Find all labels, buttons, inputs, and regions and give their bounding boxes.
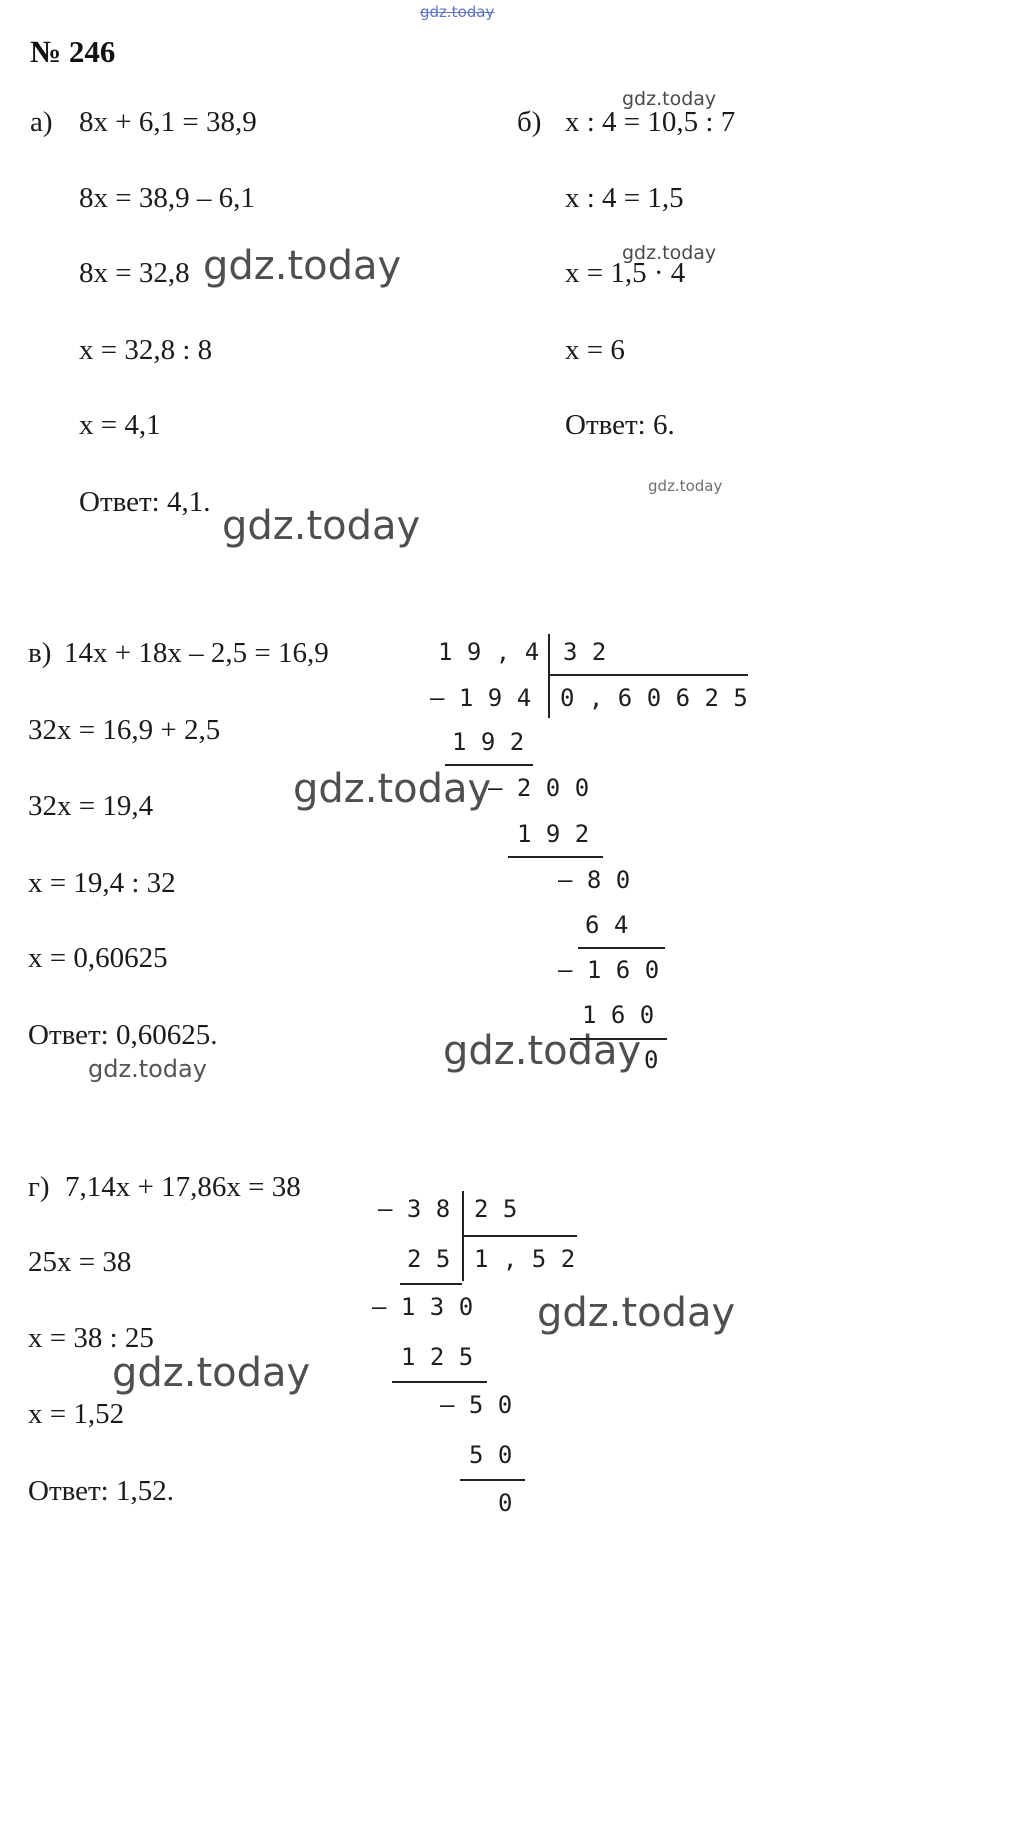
division-row: – 1 3 0 bbox=[372, 1293, 474, 1321]
part-b-step: х : 4 = 1,5 bbox=[565, 182, 684, 214]
division-row: 1 6 0 bbox=[582, 1001, 655, 1029]
part-g-step: 25х = 38 bbox=[28, 1246, 132, 1278]
part-v-label: в) bbox=[28, 637, 52, 669]
division-quotient: 0 , 6 0 6 2 5 bbox=[560, 684, 748, 712]
division-rule bbox=[460, 1479, 525, 1481]
watermark: gdz.today bbox=[88, 1055, 207, 1083]
part-a-step: х = 32,8 : 8 bbox=[79, 334, 213, 366]
part-v-step: х = 19,4 : 32 bbox=[28, 867, 176, 899]
division-row: 0 bbox=[644, 1046, 659, 1074]
part-g-answer: Ответ: 1,52. bbox=[28, 1475, 174, 1507]
part-g-label: г) bbox=[28, 1171, 50, 1203]
watermark: gdz.today bbox=[537, 1290, 736, 1336]
watermark: gdz.today bbox=[443, 1028, 642, 1074]
part-g-equation: 7,14х + 17,86х = 38 bbox=[65, 1171, 301, 1203]
part-a-label: а) bbox=[30, 106, 53, 138]
watermark: gdz.today bbox=[112, 1350, 311, 1396]
division-rule bbox=[392, 1381, 487, 1383]
division-dividend: – 3 8 bbox=[378, 1195, 451, 1223]
problem-number: № 246 bbox=[30, 34, 116, 69]
part-b-answer: Ответ: 6. bbox=[565, 409, 675, 441]
watermark: gdz.today bbox=[648, 477, 723, 495]
division-row: – 1 6 0 bbox=[558, 956, 660, 984]
part-v-answer: Ответ: 0,60625. bbox=[28, 1019, 218, 1051]
part-b-equation: х : 4 = 10,5 : 7 bbox=[565, 106, 736, 138]
watermark: gdz.today bbox=[203, 243, 402, 289]
long-division-v bbox=[430, 630, 770, 1085]
division-rule bbox=[570, 1038, 667, 1040]
part-g-step: х = 38 : 25 bbox=[28, 1322, 154, 1354]
division-row: 1 2 5 bbox=[401, 1343, 474, 1371]
division-row: 2 5 bbox=[407, 1245, 451, 1273]
division-divisor: 2 5 bbox=[474, 1195, 518, 1223]
division-divisor: 3 2 bbox=[563, 638, 607, 666]
part-b-step: х = 6 bbox=[565, 334, 625, 366]
part-v-step: х = 0,60625 bbox=[28, 942, 168, 974]
division-quotient-line bbox=[548, 674, 748, 676]
part-v-equation: 14х + 18х – 2,5 = 16,9 bbox=[64, 637, 329, 669]
part-a-step: 8х = 38,9 – 6,1 bbox=[79, 182, 255, 214]
division-row: 6 4 bbox=[585, 911, 629, 939]
division-rule bbox=[578, 947, 665, 949]
division-row: – 5 0 bbox=[440, 1391, 513, 1419]
division-row: 5 0 bbox=[469, 1441, 513, 1469]
division-row: 1 9 2 bbox=[452, 728, 525, 756]
long-division-g bbox=[370, 1185, 600, 1530]
division-rule bbox=[445, 764, 533, 766]
division-rule bbox=[508, 856, 603, 858]
division-bar-icon bbox=[548, 634, 550, 718]
part-b-label: б) bbox=[517, 106, 542, 138]
watermark: gdz.today bbox=[293, 766, 492, 812]
division-quotient-line bbox=[462, 1235, 577, 1237]
watermark: gdz.today bbox=[222, 503, 421, 549]
part-g-step: х = 1,52 bbox=[28, 1398, 125, 1430]
watermark: gdz.today bbox=[420, 3, 495, 21]
watermark: gdz.today bbox=[622, 242, 717, 264]
division-rule bbox=[400, 1283, 462, 1285]
division-row: – 2 0 0 bbox=[488, 774, 590, 802]
part-a-step: 8х = 32,8 bbox=[79, 257, 190, 289]
watermark: gdz.today bbox=[622, 88, 717, 110]
division-row: – 8 0 bbox=[558, 866, 631, 894]
division-row: 1 9 2 bbox=[517, 820, 590, 848]
part-a-answer: Ответ: 4,1. bbox=[79, 486, 211, 518]
part-a-equation: 8х + 6,1 = 38,9 bbox=[79, 106, 257, 138]
division-quotient: 1 , 5 2 bbox=[474, 1245, 576, 1273]
part-a-step: х = 4,1 bbox=[79, 409, 161, 441]
part-v-step: 32х = 16,9 + 2,5 bbox=[28, 714, 221, 746]
part-b-step: х = 1,5 · 4 bbox=[565, 257, 686, 289]
division-row: – 1 9 4 bbox=[430, 684, 532, 712]
division-dividend: 1 9 , 4 bbox=[438, 638, 540, 666]
part-v-step: 32х = 19,4 bbox=[28, 790, 154, 822]
division-row: 0 bbox=[498, 1489, 513, 1517]
